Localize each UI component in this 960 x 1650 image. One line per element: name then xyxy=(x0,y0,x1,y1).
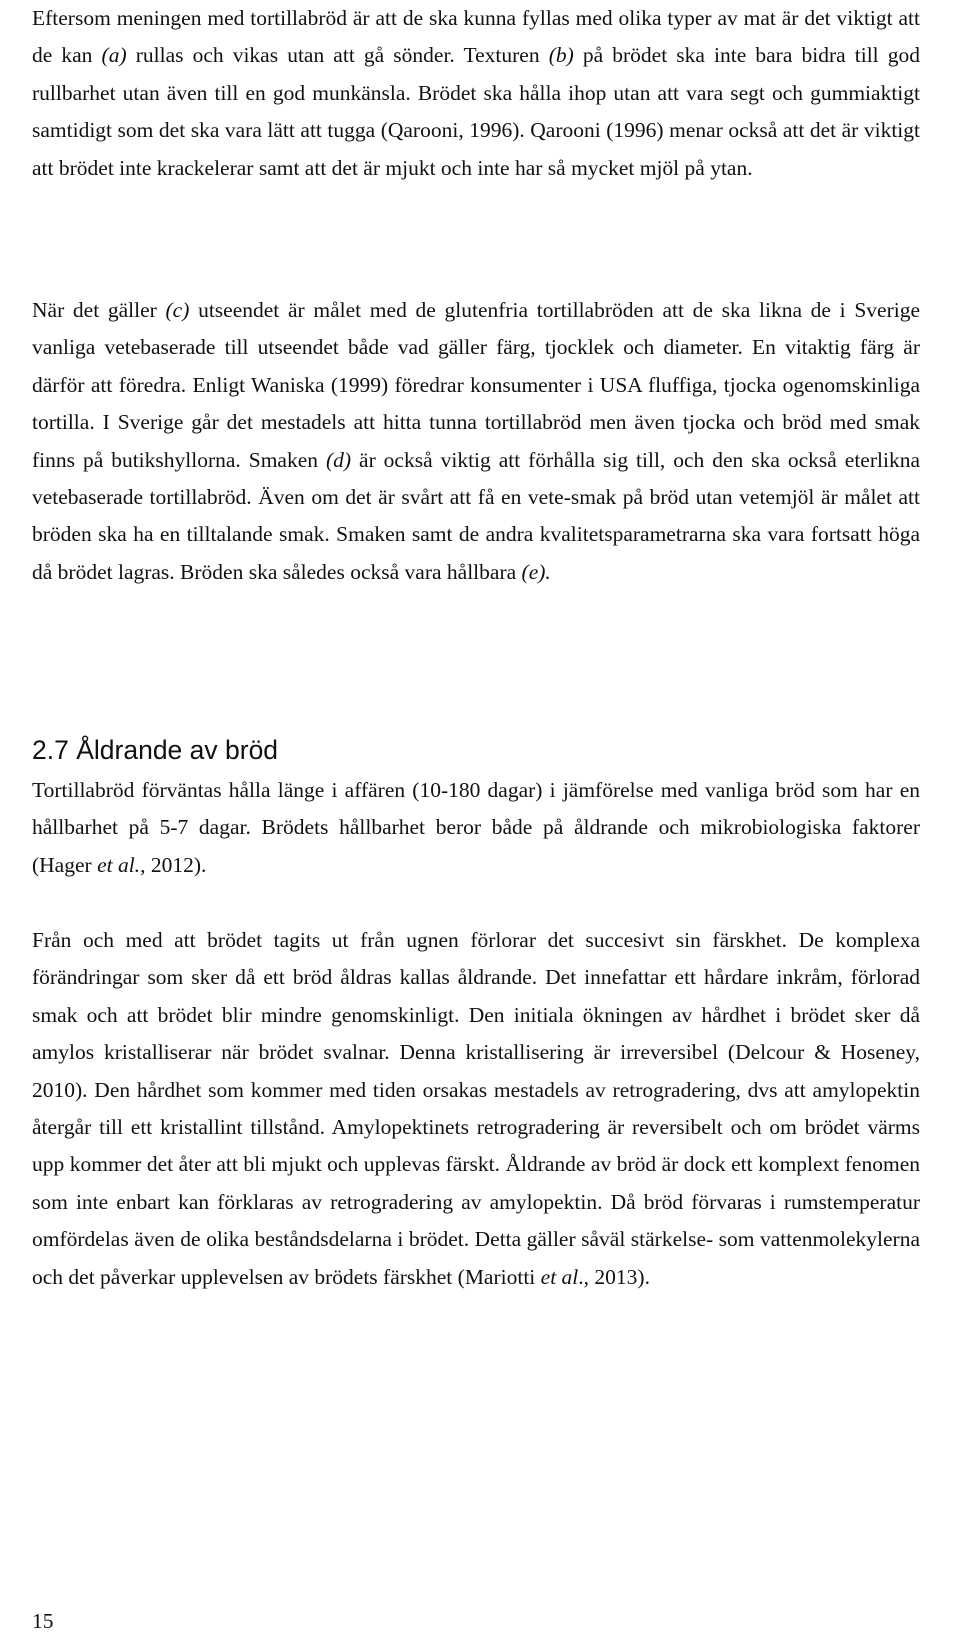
text-segment: Tortillabröd förväntas hålla länge i affären (10-180 dagar) i jämförelse med vanliga bröd som har en hållbarhet på 5-7 dagar. Brödets hållbarhet beror både på åldrande och mikrobiologiska faktorer (Hager xyxy=(32,778,920,877)
italic-text-segment: et al. xyxy=(97,852,141,877)
section-number: 2.7 xyxy=(32,735,69,765)
text-segment: på brödet ska inte bara bidra till god rullbarhet utan även till en god munkänsla. Brödet ska hålla ihop utan att vara segt och gummiaktigt samtidigt som det ska vara lätt att tugga (Qarooni, 1996). Qarooni (1996) menar också att det är viktigt att brödet inte krackelerar samt att det är mjukt och inte har så mycket mjöl på ytan. xyxy=(32,43,920,180)
italic-text-segment: et al xyxy=(540,1264,579,1289)
text-segment: När det gäller xyxy=(32,298,166,322)
text-segment: Eftersom meningen med tortillabröd är att de ska kunna fyllas med olika typer av mat är det viktigt att de kan xyxy=(32,6,920,68)
text-segment: ., 2013). xyxy=(578,1264,650,1289)
section-title: Åldrande av bröd xyxy=(76,735,279,765)
section-heading xyxy=(32,728,278,772)
italic-text-segment: (c) xyxy=(165,298,190,322)
text-segment: är också viktig att förhålla sig till, och den ska också eterlikna vetebaserade tortillabröd. Även om det är svårt att få en vete-smak på bröd utan vetemjöl är målet att bröden ska ha en tilltalande smak. Smaken samt de andra kvalitetsparametrarna ska vara fortsatt höga då brödet lagras. Bröden ska således också vara hållbara xyxy=(32,447,920,584)
italic-text-segment: (a) xyxy=(101,43,127,68)
paragraph-appearance-taste xyxy=(32,292,920,591)
text-segment: Från och med att brödet tagits ut från ugnen förlorar det succesivt sin färskhet. De komplexa förändringar som sker då ett bröd åldras kallas åldrande. Det innefattar ett hårdare inkråm, förlorad smak och att brödet blir mindre genomskinligt. Den initiala ökningen av hårdhet i brödet sker då amylos kristalliserar när brödet svalnar. Denna kristallisering är irreversibel (Delcour & Hoseney, 2010). Den hårdhet som kommer med tiden orsakas mestadels av retrogradering, dvs att amylopektin återgår till ett kristallint tillstånd. Amylopektinets retrogradering är reversibelt och om brödet värms upp kommer det åter att bli mjukt och upplevas färskt. Åldrande av bröd är dock ett komplext fenomen som inte enbart kan förklaras av retrogradering av amylopektin. Då bröd förvaras i rumstemperatur omfördelas även de olika beståndsdelarna i brödet. Detta gäller såväl stärkelse- som vattenmolekylerna och det påverkar upplevelsen av brödets färskhet (Mariotti xyxy=(32,928,920,1289)
paragraph-staling xyxy=(32,922,920,1296)
italic-text-segment: (d) xyxy=(325,447,352,472)
paragraph-shelf-life xyxy=(32,772,920,884)
italic-text-segment: (e). xyxy=(521,559,551,584)
text-segment: utseendet är målet med de glutenfria tortillabröden att de ska likna de i Sverige vanliga vetebaserade till utseendet både vad gäller färg, tjocklek och diameter. En vitaktig färg är därför att föredra. Enligt Waniska (1999) föredrar konsumenter i USA fluffiga, tjocka ogenomskinliga tortilla. I Sverige går det mestadels att hitta tunna tortillabröd men även tjocka och bröd med smak finns på butikshyllorna. Smaken xyxy=(32,298,920,472)
text-segment: rullas och vikas utan att gå sönder. Texturen xyxy=(126,43,549,68)
italic-text-segment: (b) xyxy=(548,43,574,68)
paragraph-quality-texture xyxy=(32,0,920,187)
text-segment: , 2012). xyxy=(140,852,207,877)
page-number: 15 xyxy=(32,1609,54,1633)
